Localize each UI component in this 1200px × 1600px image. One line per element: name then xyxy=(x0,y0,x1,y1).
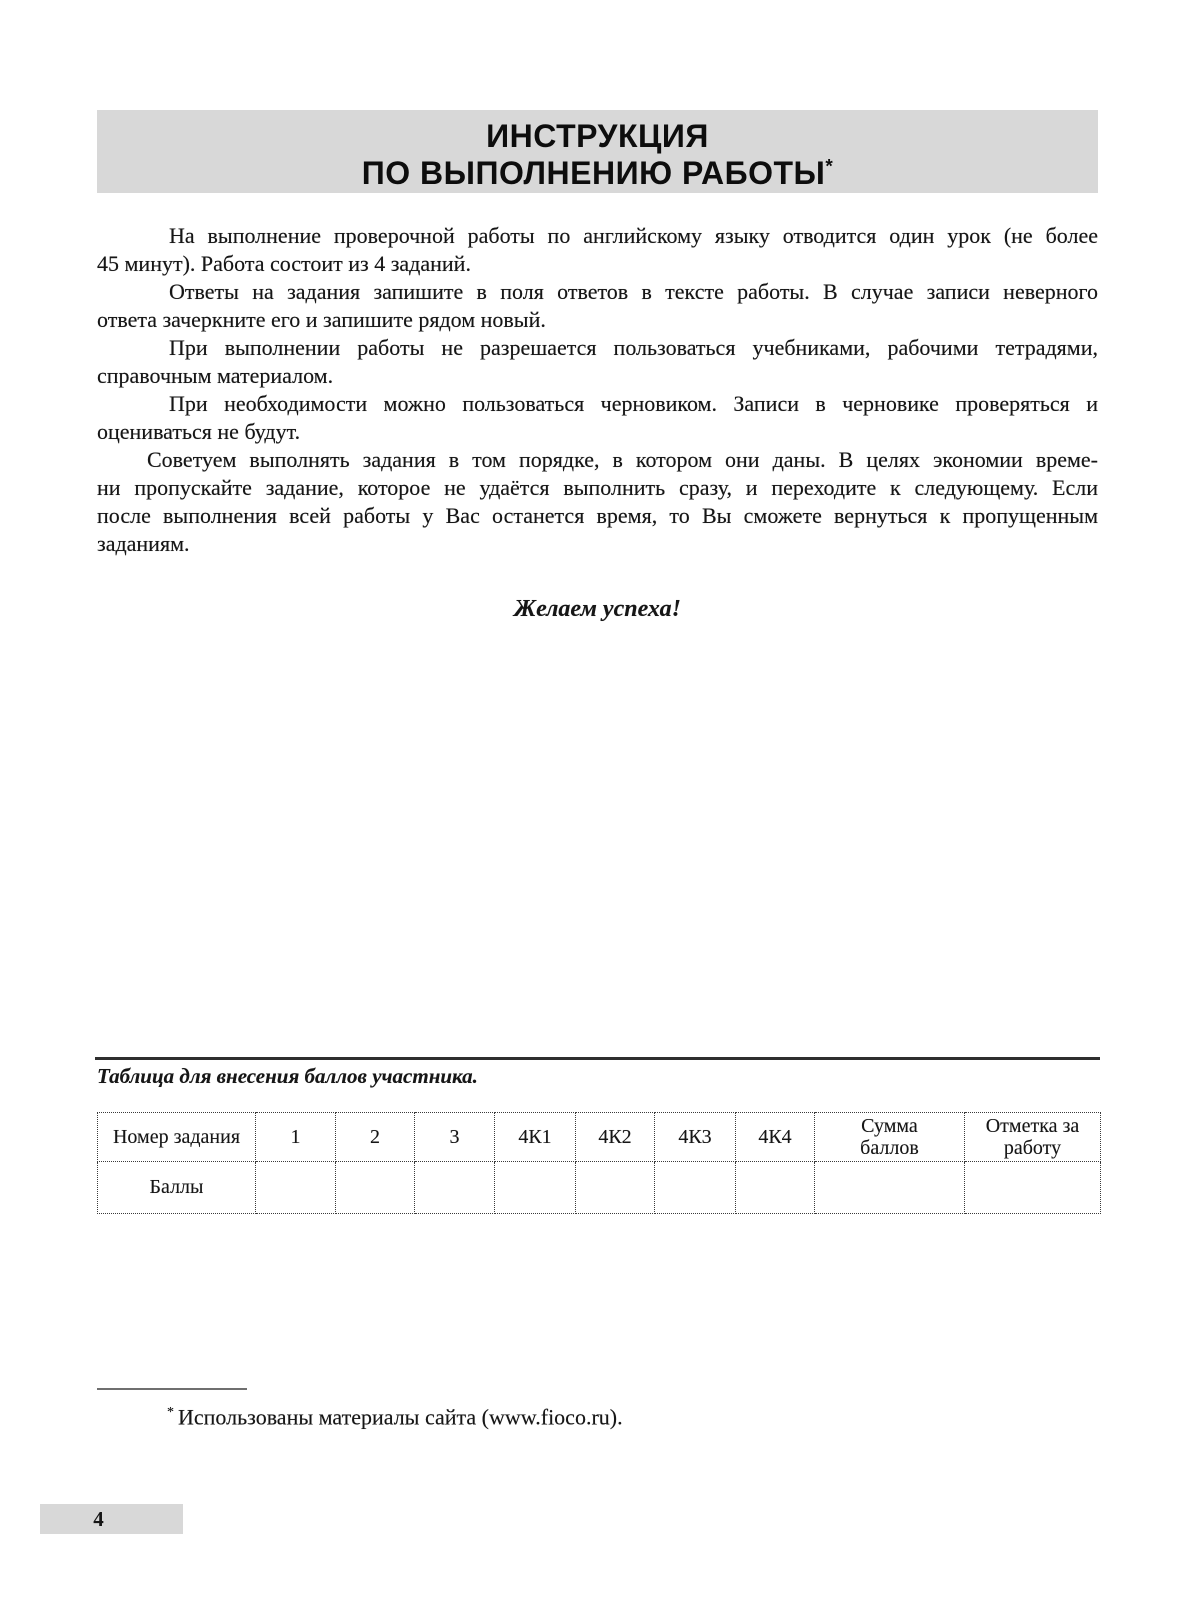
score-table-caption: Таблица для внесения баллов участника. xyxy=(97,1064,478,1088)
paragraph-line: оцениваться не будут. xyxy=(97,419,301,444)
column-header-task4k4: 4К4 xyxy=(736,1113,815,1162)
paragraph-line: ответа зачеркните его и запишите рядом новый. xyxy=(97,307,546,332)
paragraph-line: Советуем выполнять задания в том порядке, в котором они даны. В целях экономии време- xyxy=(147,447,1098,472)
paragraph-line: ни пропускайте задание, которое не удаётся выполнить сразу, и переходите к следующему. Если xyxy=(97,475,1098,500)
paragraph-line: справочным материалом. xyxy=(97,363,334,388)
page-title-line2-text: ПО ВЫПОЛНЕНИЮ РАБОТЫ xyxy=(361,155,826,191)
footnote-marker: * xyxy=(167,1405,174,1420)
score-table xyxy=(97,1112,1101,1214)
section-divider xyxy=(95,1057,1100,1060)
score-cell xyxy=(415,1162,495,1214)
page-number: 4 xyxy=(93,1506,104,1531)
paragraph-line: При необходимости можно пользоваться черновиком. Записи в черновике проверяться и xyxy=(169,391,1098,416)
paragraph-line: заданиям. xyxy=(97,531,190,556)
row-label-points: Баллы xyxy=(98,1162,256,1214)
score-cell xyxy=(256,1162,336,1214)
footnote-text: Использованы материалы сайта (www.fioco.ru). xyxy=(178,1404,623,1430)
column-header-task4k2: 4К2 xyxy=(576,1113,655,1162)
score-cell xyxy=(655,1162,736,1214)
paragraph-line: Ответы на задания запишите в поля ответов в тексте работы. В случае записи неверного xyxy=(169,279,1098,304)
page-title-line1: ИНСТРУКЦИЯ xyxy=(486,118,709,154)
column-header-mark: Отметка за работу xyxy=(965,1113,1101,1162)
page-title-line2 xyxy=(97,155,1098,192)
instruction-title-banner xyxy=(97,110,1098,193)
score-cell xyxy=(336,1162,415,1214)
column-header-task3: 3 xyxy=(415,1113,495,1162)
success-wish: Желаем успеха! xyxy=(514,596,681,622)
score-table-values-row xyxy=(98,1162,1101,1214)
paragraph-line: При выполнении работы не разрешается пользоваться учебниками, рабочими тетрадями, xyxy=(169,335,1098,360)
paragraph-line: после выполнения всей работы у Вас останется время, то Вы сможете вернуться к пропущенным xyxy=(97,503,1098,528)
column-header-total: Сумма баллов xyxy=(815,1113,965,1162)
score-cell xyxy=(495,1162,576,1214)
paragraph-line: На выполнение проверочной работы по английскому языку отводится один урок (не более xyxy=(169,223,1098,248)
score-cell xyxy=(736,1162,815,1214)
page-number-badge xyxy=(40,1504,183,1534)
instructions-text xyxy=(97,222,1098,558)
column-header-task2: 2 xyxy=(336,1113,415,1162)
footnote-divider xyxy=(97,1388,247,1390)
score-table-header-row xyxy=(98,1113,1101,1162)
column-header-task4k3: 4К3 xyxy=(655,1113,736,1162)
footnote xyxy=(97,1398,1098,1432)
title-footnote-marker: * xyxy=(825,156,834,178)
score-cell xyxy=(965,1162,1101,1214)
column-header-task4k1: 4К1 xyxy=(495,1113,576,1162)
score-cell xyxy=(815,1162,965,1214)
column-header-task-number: Номер задания xyxy=(98,1113,256,1162)
column-header-task1: 1 xyxy=(256,1113,336,1162)
score-cell xyxy=(576,1162,655,1214)
paragraph-line: 45 минут). Работа состоит из 4 заданий. xyxy=(97,251,471,276)
